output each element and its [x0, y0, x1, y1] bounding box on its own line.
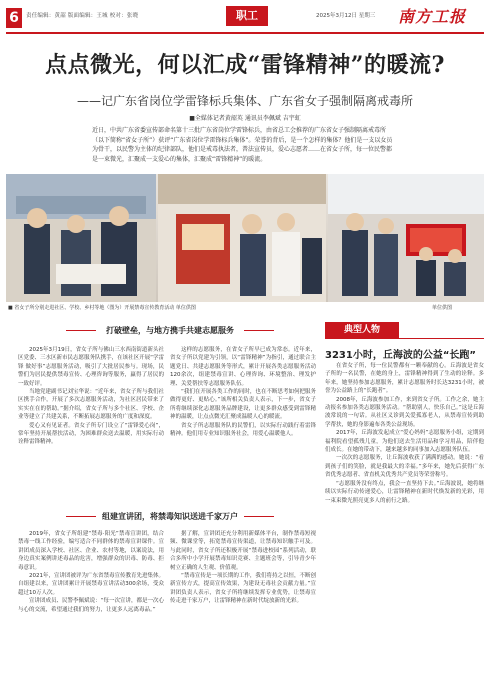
- paragraph: 爱心又有见证者。省女子所专门设立了“雷锋爱心岗”，常年坚持开展帮扶活动，为困难群众送去温暖，用实际行动诠释雷锋精神。: [18, 422, 164, 446]
- article-title: 点点微光，何以汇成“雷锋精神”的暖流?: [45, 52, 445, 78]
- paragraph: “志愿服务没有终点，我会一直坚持下去。”丘海波说，她将继续以实际行动传递爱心，让雷锋精神在新时代焕发新的光彩，用一束束微光照亮更多人的前行之路。: [325, 480, 484, 504]
- paragraph: 在省女子所，每一位民警都有一颗奉献的心。丘海波是省女子所的一名民警，在她的身上，雷锋精神得到了生动的诠释。多年来，她坚持参加志愿服务，累计志愿服务时长达3231小时，被誉为公益路上的“长跑者”。: [325, 363, 484, 395]
- paragraph: 省女子所志愿服务队的民警们，以实际行动践行着雷锋精神。他们用专业知识服务社会，用爱心温暖他人。: [170, 422, 316, 438]
- header-rule: [6, 32, 484, 34]
- sidebar-column: [325, 362, 484, 505]
- section2-column-2: [170, 530, 316, 606]
- paragraph: 2021年，宣讲团被评为广东省禁毒宣传教育先进集体。自组建以来，宣讲团累计开展禁毒宣讲活动300余场，受众超过10万人次。: [18, 573, 164, 596]
- paragraph: 一次次的志愿服务，让丘海波收获了满满的感动。她说：“看到孩子们的笑脸，就是我最大的幸福。”多年来，她先后获得广东省优秀志愿者、省直机关优秀共产党员等荣誉称号。: [325, 455, 484, 479]
- editor-credits: 责任编辑：黄韶 版面编辑：王城 校对：张晓: [26, 13, 139, 19]
- paragraph: 2019年，省女子所组建“禁毒·阳光”禁毒宣讲团，结合禁毒一线工作经验，编写适合不同群体的禁毒宣讲课件。宣讲团成员深入学校、社区、企业、农村等地，以案说法，用身边真实案例讲述毒品的危害，增强群众的识毒、防毒、拒毒意识。: [18, 531, 164, 571]
- section-label: 职工: [226, 6, 268, 26]
- paragraph: 2008年，丘海波参加工作，来到省女子所。工作之余，她主动报名参加各类志愿服务活动。“帮助别人，快乐自己。”这是丘海波常说的一句话。从社区义诊到关爱孤寡老人，从禁毒宣传到助学帮扶，她的身影遍布各类公益现场。: [325, 396, 484, 428]
- paragraph: “我们在开展各类工作的同时，也在不断思考如何把服务做得更好、更贴心。”该所相关负责人表示，下一步，省女子所将继续深化志愿服务品牌建设，让更多群众感受到雷锋精神的温暖，让点点微光汇聚成温暖人心的暖流。: [170, 389, 316, 421]
- sidebar-heading: 典型人物: [325, 322, 399, 338]
- sidebar-rule: [325, 338, 484, 339]
- paragraph: 2017年，丘海波发起成立“爱心妈妈”志愿服务小组，定期到福利院看望孤残儿童，为他们送去生活用品和学习用品，陪伴他们成长。在她的带动下，越来越多的同事加入志愿服务队伍。: [325, 430, 484, 454]
- paragraph: 宣讲团成员、民警李佩斌说：“每一次宣讲，都是一次心与心的交流，希望通过我们的努力，让更多人远离毒品。”: [18, 598, 164, 613]
- subhead-rule-left: [66, 516, 96, 517]
- photo-source: 单位供图: [432, 305, 453, 311]
- paragraph: 据了解，宣讲团还充分利用新媒体平台，制作禁毒短视频、微课堂等，拓宽禁毒宣传渠道，让禁毒知识触手可及。与此同时，省女子所还积极开展“禁毒进校园”系列活动，联合多所中小学开展禁毒知识竞赛、主题班会等，引导青少年树立正确的人生观、价值观。: [170, 531, 316, 571]
- page-number: 6: [6, 8, 22, 28]
- article-intro: 近日，中共广东省委宣传部命名第十三批广东省岗位学雷锋标兵，由省总工会推荐的广东省女子强制隔离戒毒所（以下简称“省女子所”）获评“广东省岗位学雷锋标兵集体”。荣誉的背后，是一个怎样的集体？他们是一支以女员为骨干，以民警为主体的纪律部队，他们是戒毒执法者，普法宣传员，爱心志愿者……在省女子所，每一位民警都是一束微光，汇聚成一支爱心的集体，汇聚成“雷锋精神”的暖流。: [92, 127, 393, 163]
- article-subtitle: ——记广东省岗位学雷锋标兵集体、广东省女子强制隔离戒毒所: [76, 94, 413, 108]
- photo-collage-illustration: [6, 174, 484, 302]
- article-byline: ■全媒体记者黄韶英 通讯员李佩斌 吉宇虹: [189, 115, 301, 122]
- section2-column-1: [18, 530, 164, 614]
- section2-heading: 组建宣讲团，将禁毒知识送进千家万户: [102, 512, 238, 521]
- sidebar-title: 3231小时，丘海波的公益“长跑”: [325, 350, 476, 361]
- newspaper-logo: 南方工报: [398, 7, 467, 26]
- paragraph: 当地党建副书记刘宝华说：“近年来，省女子所与我们社区携手合作，开展了多次志愿服务活动，为社区居民带来了实实在在的帮助。”据介绍，省女子所与多个社区、学校、企业等建立了共建关系，不断拓展志愿服务的广度和深度。: [18, 389, 164, 421]
- photo-caption: ■ 省女子所分别走进社区、学校、乡村等地（图为）开展禁毒宣传教育活动 单位供图: [8, 305, 196, 311]
- subhead-rule-right: [244, 516, 274, 517]
- paragraph: “禁毒宣传是一项长期的工作，我们将持之以恒，不断创新宣传方式，提高宣传效果，为建设无毒社会贡献力量。”宣讲团负责人表示，省女子所将继续发挥专业优势，让禁毒宣传走进千家万户，让雷锋精神在新时代绽放新的光彩。: [170, 573, 316, 605]
- publication-date: 2025年3月12日 星期三: [316, 13, 376, 19]
- section1-column-1: [18, 346, 164, 447]
- paragraph: 2025年3月19日，省女子所与佛山三水西南街道新头社区党委、三水区新市民志愿服务队携手，在该社区开展“学雷锋 做好事”志愿服务活动，吸引了大批居民参与。现场，民警们为居民提供禁毒宣传、心理咨询等服务，赢得了居民的一致好评。: [18, 347, 164, 387]
- article-photo: [6, 174, 484, 302]
- subhead-rule-left: [66, 330, 96, 331]
- paragraph: 这样的志愿服务，在省女子所早已成为常态。近年来，省女子所以党建为引领，以“雷锋精神”为指引，通过联合主题党日、共建志愿服务等形式，累计开展各类志愿服务活动120余次，组建禁毒宣讲、心理咨询、环境整治、理发护理、关爱帮扶等志愿服务队伍。: [170, 347, 316, 387]
- subhead-rule-right: [244, 330, 274, 331]
- section1-heading: 打破壁垒，与地方携手共建志愿服务: [106, 326, 234, 335]
- section1-column-2: [170, 346, 316, 438]
